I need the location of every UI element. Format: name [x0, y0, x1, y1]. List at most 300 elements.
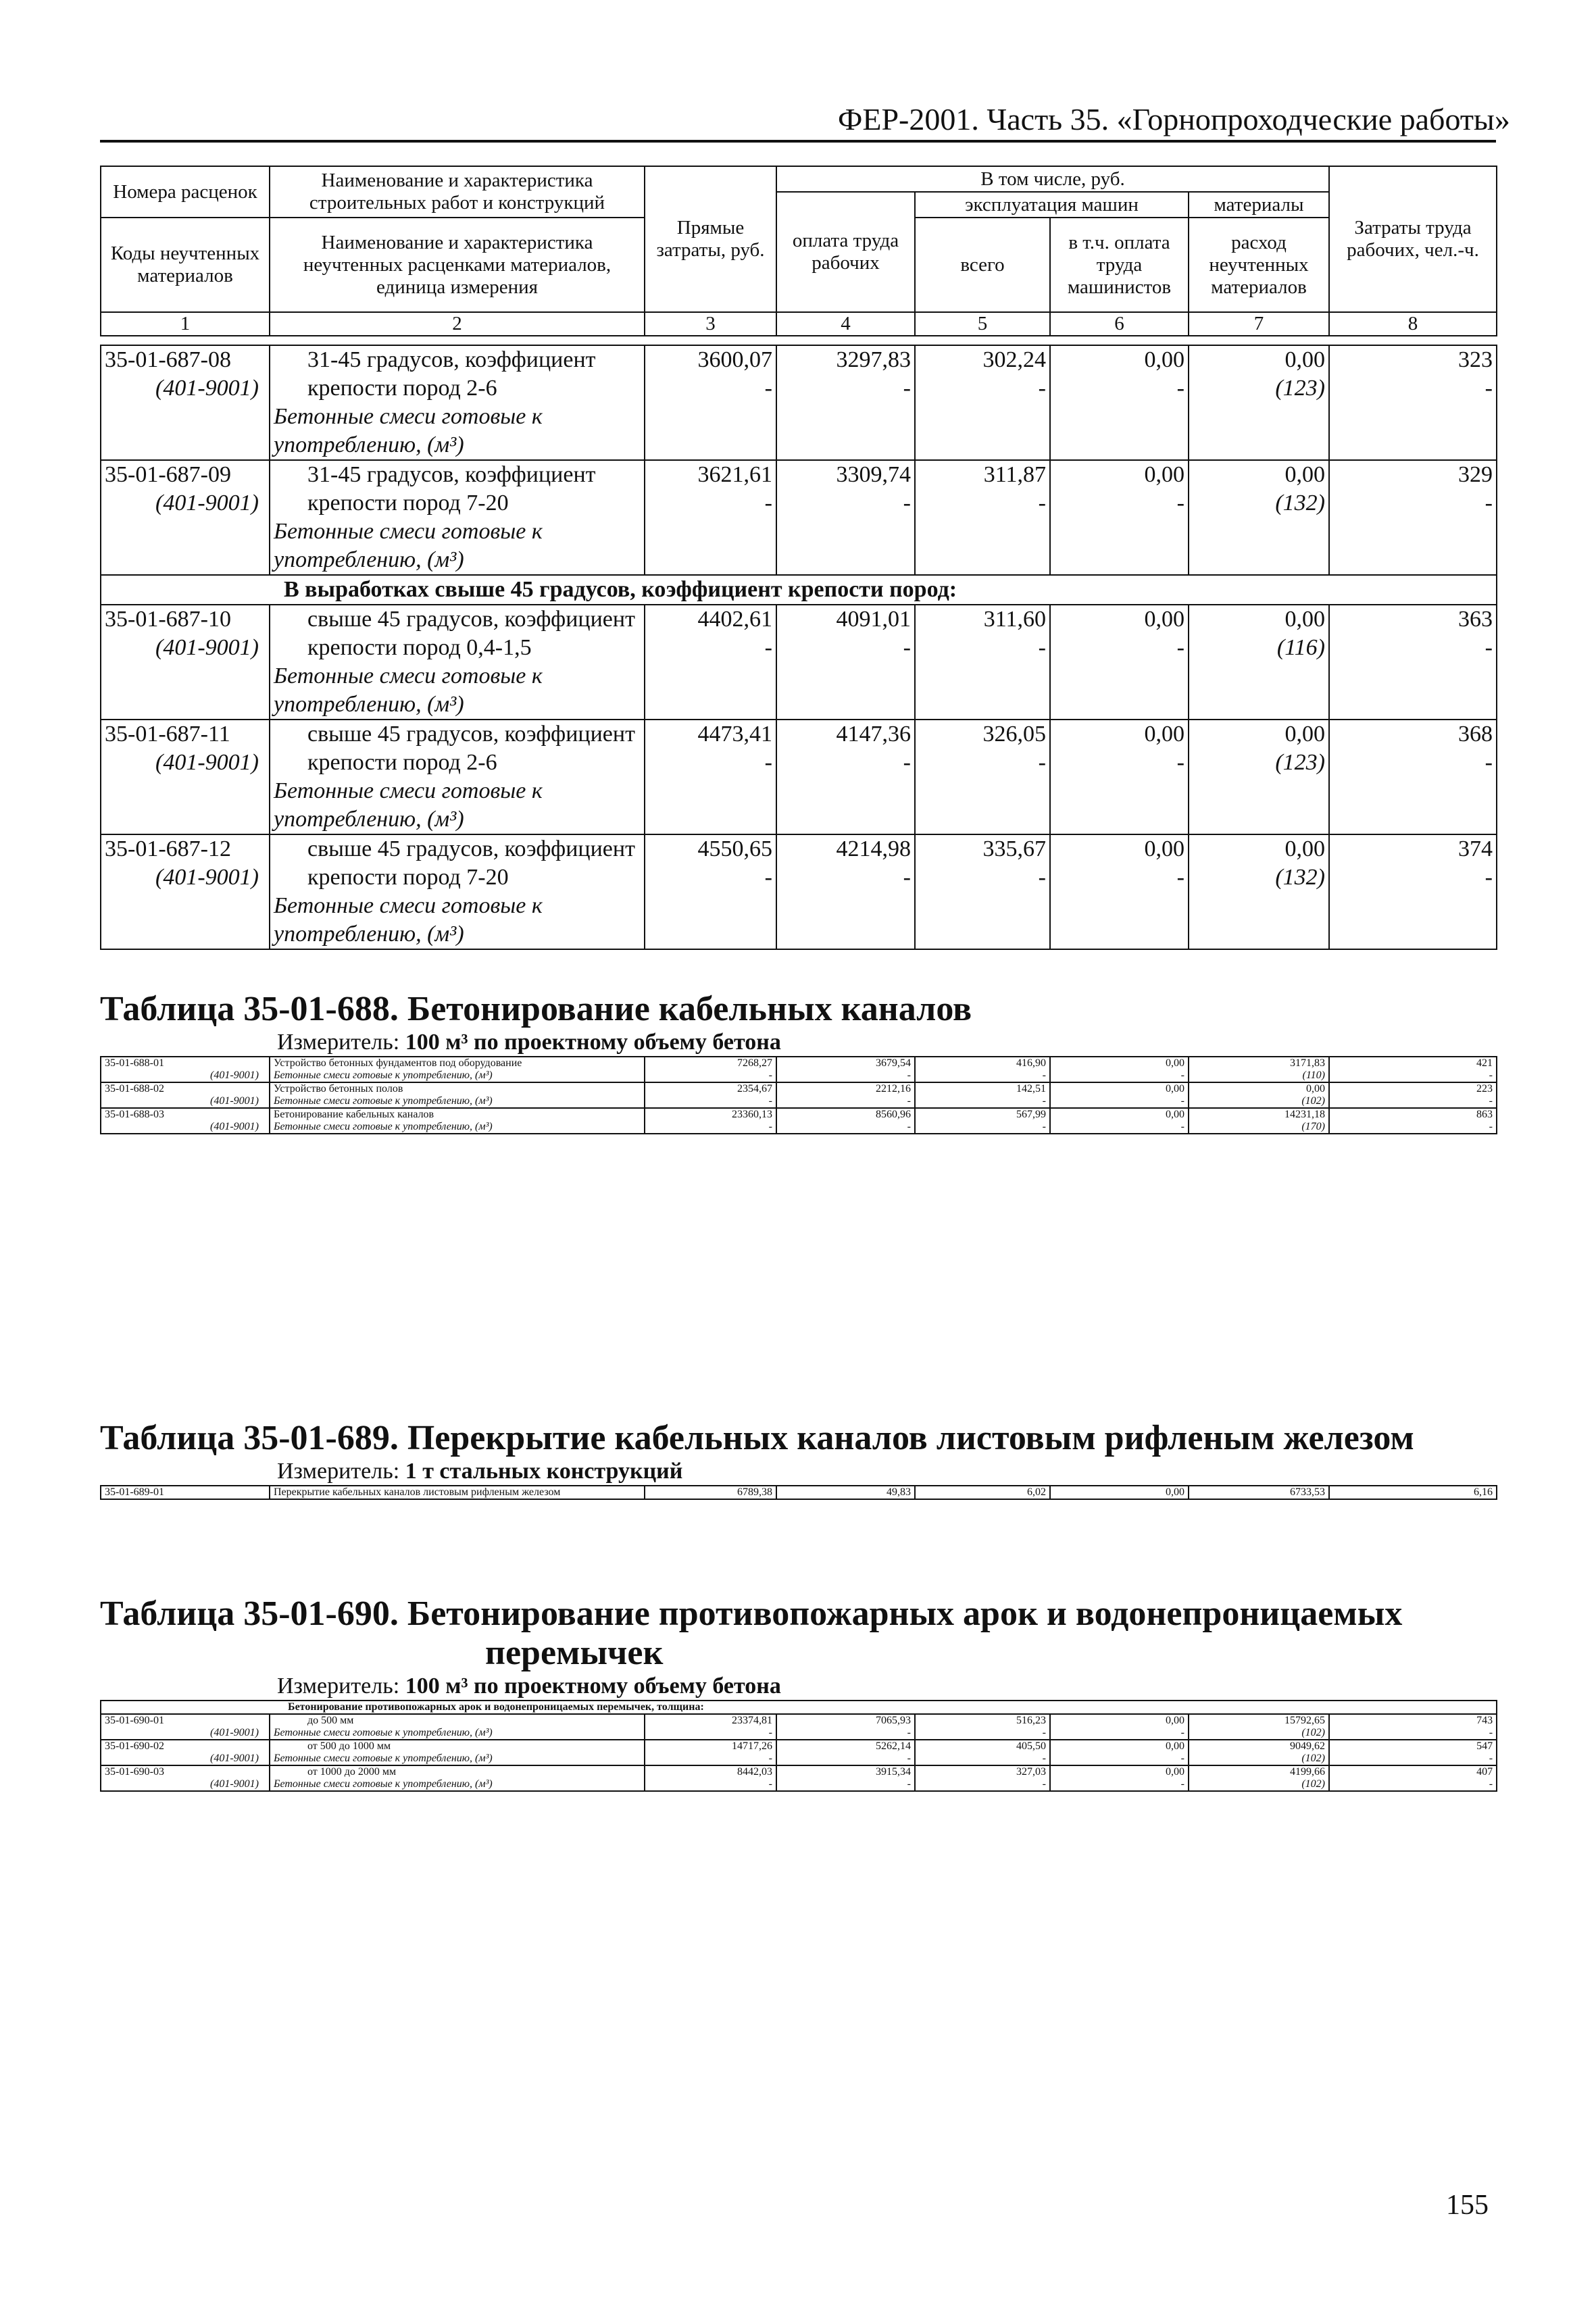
materials-cell	[1189, 345, 1329, 460]
direct-cost-cell	[645, 1765, 776, 1791]
rate-code: 35-01-690-02	[105, 1740, 164, 1752]
machine-cost-cell	[915, 345, 1050, 460]
dash: -	[768, 1095, 772, 1107]
dash: -	[907, 1121, 911, 1132]
table-687	[100, 345, 1497, 950]
work-name: от 1000 до 2000 мм	[307, 1766, 397, 1778]
rate-code: 35-01-688-03	[105, 1109, 164, 1120]
dash: -	[1489, 1095, 1493, 1107]
machinist-cost: 0,00	[1144, 722, 1184, 747]
labor-cost: 4147,36	[836, 722, 911, 747]
material-name: Бетонные смеси готовые к употреблению, (м³)	[274, 404, 543, 457]
page-number: 155	[1446, 2190, 1489, 2221]
dash: -	[1485, 865, 1493, 890]
machinist-cost-cell	[1050, 1765, 1189, 1791]
materials-cell	[1189, 460, 1329, 575]
direct-cost: 4550,65	[697, 836, 772, 861]
table-row	[101, 1740, 1497, 1765]
machine-cost: 567,99	[1016, 1109, 1046, 1120]
materials-cell	[1189, 720, 1329, 834]
direct-cost: 6789,38	[737, 1486, 772, 1498]
machinist-cost: 0,00	[1166, 1057, 1184, 1069]
dash: -	[764, 750, 772, 775]
labor-cost-cell	[776, 1057, 915, 1082]
measure	[277, 1029, 1496, 1056]
column-number: 7	[1189, 312, 1329, 336]
table-title: Таблица 35-01-688. Бетонирование кабельных каналов	[100, 990, 972, 1028]
dash: -	[764, 635, 772, 660]
dash: -	[1180, 1095, 1184, 1107]
machine-cost: 335,67	[982, 836, 1046, 861]
labor-hours-cell	[1329, 1057, 1497, 1082]
dash: -	[903, 635, 911, 660]
measure-label: Измеритель:	[277, 1030, 400, 1055]
direct-cost-cell	[645, 345, 776, 460]
labor-cost-cell	[776, 834, 915, 949]
col-codes-top: Номера расценок	[101, 166, 270, 218]
direct-cost-cell	[645, 1082, 776, 1108]
labor-hours-cell	[1329, 1740, 1497, 1765]
materials-cost: 0,00	[1285, 347, 1325, 372]
rate-code: 35-01-687-12	[105, 836, 231, 861]
labor-hours-cell	[1329, 1765, 1497, 1791]
materials-cell	[1189, 1486, 1329, 1499]
machinist-cost: 0,00	[1144, 836, 1184, 861]
dash: -	[1176, 376, 1184, 401]
col-labor: оплата труда рабочих	[776, 192, 915, 312]
table-row	[101, 1486, 1497, 1499]
machinist-cost-cell	[1050, 605, 1189, 720]
col-hours: Затраты труда рабочих, чел.-ч.	[1329, 166, 1497, 312]
labor-cost: 49,83	[887, 1486, 911, 1498]
table-row	[101, 345, 1497, 460]
labor-hours-cell	[1329, 1082, 1497, 1108]
machinist-cost-cell	[1050, 1108, 1189, 1134]
direct-cost: 4402,61	[697, 607, 772, 632]
col-materials-group: материалы	[1189, 192, 1329, 218]
materials-cell	[1189, 1714, 1329, 1740]
labor-cost: 3915,34	[876, 1766, 911, 1778]
work-name-cell	[270, 460, 645, 575]
measure-value: 100 м³ по проектному объему бетона	[405, 1030, 781, 1055]
table-row	[101, 605, 1497, 720]
rate-code-cell	[101, 1486, 270, 1499]
materials-cell	[1189, 1765, 1329, 1791]
table-row	[101, 460, 1497, 575]
dash: -	[1489, 1753, 1493, 1764]
materials-cell	[1189, 1057, 1329, 1082]
material-quantity: (110)	[1302, 1070, 1325, 1081]
table-title-line2: перемычек	[485, 1634, 664, 1672]
dash: -	[1489, 1727, 1493, 1738]
labor-cost: 3309,74	[836, 462, 911, 487]
work-name-cell	[270, 1765, 645, 1791]
work-name-cell	[270, 720, 645, 834]
machinist-cost-cell	[1050, 1486, 1189, 1499]
machinist-cost: 0,00	[1166, 1766, 1184, 1778]
direct-cost-cell	[645, 605, 776, 720]
table-header	[100, 166, 1497, 336]
dash: -	[1042, 1778, 1046, 1790]
machine-cost-cell	[915, 1082, 1050, 1108]
dash: -	[1042, 1070, 1046, 1081]
col-name-top: Наименование и характеристика строительных работ и конструкций	[270, 166, 645, 218]
work-name-cell	[270, 1714, 645, 1740]
dash: -	[1038, 376, 1046, 401]
rate-code-cell	[101, 345, 270, 460]
dash: -	[764, 376, 772, 401]
material-name: Бетонные смеси готовые к употреблению, (м³)	[274, 1095, 493, 1107]
rate-code-cell	[101, 1057, 270, 1082]
materials-cost: 0,00	[1285, 836, 1325, 861]
work-name-cell	[270, 1486, 645, 1499]
machinist-cost: 0,00	[1166, 1083, 1184, 1095]
materials-cost: 6733,53	[1290, 1486, 1325, 1498]
dash: -	[1038, 865, 1046, 890]
table-title-line1: Таблица 35-01-690. Бетонирование противопожарных арок и водонепроницаемых	[100, 1594, 1403, 1633]
materials-cost: 14231,18	[1285, 1109, 1325, 1120]
dash: -	[907, 1727, 911, 1738]
dash: -	[1180, 1070, 1184, 1081]
dash: -	[1038, 491, 1046, 515]
banner-text: В выработках свыше 45 градусов, коэффициент крепости пород:	[101, 575, 1497, 605]
machine-cost-cell	[915, 1765, 1050, 1791]
material-quantity: (116)	[1276, 635, 1325, 660]
labor-hours-cell	[1329, 1486, 1497, 1499]
machine-cost-cell	[915, 1486, 1050, 1499]
materials-cell	[1189, 834, 1329, 949]
machinist-cost-cell	[1050, 460, 1189, 575]
labor-hours-cell	[1329, 720, 1497, 834]
rate-code-cell	[101, 1740, 270, 1765]
col-direct: Прямые затраты, руб.	[645, 166, 776, 312]
material-name: Бетонные смеси готовые к употреблению, (м³)	[274, 519, 543, 572]
machinist-cost: 0,00	[1144, 347, 1184, 372]
labor-hours: 329	[1458, 462, 1493, 487]
rate-code-cell	[101, 1082, 270, 1108]
section-690	[100, 1594, 1496, 1792]
labor-hours: 863	[1476, 1109, 1493, 1120]
material-code: (401-9001)	[155, 750, 259, 775]
material-code: (401-9001)	[155, 491, 259, 515]
machine-cost-cell	[915, 1057, 1050, 1082]
dash: -	[764, 491, 772, 515]
material-name: Бетонные смеси готовые к употреблению, (м³)	[274, 1753, 493, 1764]
direct-cost: 3600,07	[697, 347, 772, 372]
col-machines-total: всего	[915, 218, 1050, 312]
machinist-cost-cell	[1050, 1057, 1189, 1082]
materials-cell	[1189, 1108, 1329, 1134]
dash: -	[768, 1121, 772, 1132]
materials-cost: 4199,66	[1290, 1766, 1325, 1778]
material-code: (401-9001)	[210, 1778, 259, 1790]
machine-cost-cell	[915, 605, 1050, 720]
machinist-cost-cell	[1050, 720, 1189, 834]
material-code: (401-9001)	[155, 865, 259, 890]
rate-code-cell	[101, 1108, 270, 1134]
dash: -	[1042, 1753, 1046, 1764]
dash: -	[1042, 1727, 1046, 1738]
work-name: до 500 мм	[307, 1715, 354, 1726]
section-688	[100, 990, 1496, 1134]
dash: -	[907, 1070, 911, 1081]
material-code: (401-9001)	[210, 1070, 259, 1081]
machine-cost-cell	[915, 1108, 1050, 1134]
machine-cost: 516,23	[1016, 1715, 1046, 1726]
dash: -	[1485, 376, 1493, 401]
direct-cost: 23360,13	[732, 1109, 772, 1120]
rate-code-cell	[101, 605, 270, 720]
dash: -	[1176, 750, 1184, 775]
table-row	[101, 1057, 1497, 1082]
labor-hours-cell	[1329, 1108, 1497, 1134]
direct-cost: 2354,67	[737, 1083, 772, 1095]
dash: -	[1485, 635, 1493, 660]
work-name: Перекрытие кабельных каналов листовым рифленым железом	[274, 1486, 561, 1498]
column-number: 2	[270, 312, 645, 336]
labor-cost-cell	[776, 1765, 915, 1791]
material-code: (401-9001)	[210, 1121, 259, 1132]
rate-code: 35-01-690-01	[105, 1715, 164, 1726]
labor-cost: 8560,96	[876, 1109, 911, 1120]
material-quantity: (102)	[1301, 1727, 1325, 1738]
measure	[277, 1458, 1496, 1485]
labor-cost: 5262,14	[876, 1740, 911, 1752]
banner-text: Бетонирование противопожарных арок и водонепроницаемых перемычек, толщина:	[101, 1701, 1497, 1714]
work-name: Бетонирование кабельных каналов	[274, 1109, 434, 1120]
material-quantity: (132)	[1275, 491, 1325, 515]
work-name-cell	[270, 345, 645, 460]
material-code: (401-9001)	[155, 635, 259, 660]
header-rule	[100, 140, 1496, 143]
work-name: свыше 45 градусов, коэффициент крепости пород 7-20	[307, 836, 635, 890]
machine-cost: 311,60	[983, 607, 1046, 632]
labor-cost-cell	[776, 1714, 915, 1740]
column-number: 5	[915, 312, 1050, 336]
machine-cost: 311,87	[983, 462, 1046, 487]
col-machinists: в т.ч. оплата труда машинистов	[1050, 218, 1189, 312]
labor-hours: 368	[1458, 722, 1493, 747]
labor-cost: 4091,01	[836, 607, 911, 632]
dash: -	[764, 865, 772, 890]
direct-cost-cell	[645, 460, 776, 575]
dash: -	[1489, 1070, 1493, 1081]
materials-cost: 0,00	[1306, 1083, 1325, 1095]
rate-code-cell	[101, 1765, 270, 1791]
column-number: 4	[776, 312, 915, 336]
rate-code: 35-01-689-01	[105, 1486, 164, 1498]
labor-hours: 407	[1476, 1766, 1493, 1778]
rate-code: 35-01-688-01	[105, 1057, 164, 1069]
dash: -	[1489, 1778, 1493, 1790]
labor-hours-cell	[1329, 460, 1497, 575]
dash: -	[768, 1070, 772, 1081]
measure-value: 100 м³ по проектному объему бетона	[405, 1674, 781, 1699]
machine-cost-cell	[915, 1714, 1050, 1740]
machine-cost-cell	[915, 720, 1050, 834]
dash: -	[1176, 635, 1184, 660]
table-banner	[101, 1701, 1497, 1714]
material-code: (401-9001)	[210, 1727, 259, 1738]
machine-cost-cell	[915, 1740, 1050, 1765]
dash: -	[907, 1753, 911, 1764]
material-name: Бетонные смеси готовые к употреблению, (м³)	[274, 893, 543, 947]
direct-cost: 14717,26	[732, 1740, 772, 1752]
column-numbers	[101, 312, 1497, 336]
col-codes-bottom: Коды неучтенных материалов	[101, 218, 270, 312]
work-name: свыше 45 градусов, коэффициент крепости пород 2-6	[307, 722, 635, 775]
work-name-cell	[270, 1057, 645, 1082]
machinist-cost: 0,00	[1166, 1715, 1184, 1726]
work-name-cell	[270, 1082, 645, 1108]
work-name: 31-45 градусов, коэффициент крепости пород 7-20	[307, 462, 596, 515]
rate-code: 35-01-687-11	[105, 722, 230, 747]
material-name: Бетонные смеси готовые к употреблению, (м³)	[274, 1070, 493, 1081]
material-code: (401-9001)	[210, 1095, 259, 1107]
materials-cost: 3171,83	[1290, 1057, 1325, 1069]
work-name: Устройство бетонных полов	[274, 1083, 403, 1095]
direct-cost-cell	[645, 1108, 776, 1134]
labor-cost-cell	[776, 460, 915, 575]
machine-cost: 416,90	[1016, 1057, 1046, 1069]
machinist-cost: 0,00	[1144, 462, 1184, 487]
machine-cost-cell	[915, 834, 1050, 949]
machine-cost: 326,05	[982, 722, 1046, 747]
machine-cost: 142,51	[1016, 1083, 1046, 1095]
materials-cell	[1189, 1082, 1329, 1108]
direct-cost-cell	[645, 834, 776, 949]
table-row	[101, 1082, 1497, 1108]
work-name: от 500 до 1000 мм	[307, 1740, 391, 1752]
rate-code: 35-01-690-03	[105, 1766, 164, 1778]
labor-hours: 547	[1476, 1740, 1493, 1752]
section-689	[100, 1419, 1496, 1500]
rate-code: 35-01-687-09	[105, 462, 231, 487]
rate-code-cell	[101, 720, 270, 834]
materials-cost: 0,00	[1285, 722, 1325, 747]
machine-cost-cell	[915, 460, 1050, 575]
table-row	[101, 720, 1497, 834]
table-row	[101, 1765, 1497, 1791]
dash: -	[1042, 1121, 1046, 1132]
dash: -	[1042, 1095, 1046, 1107]
machine-cost: 327,03	[1016, 1766, 1046, 1778]
machinist-cost: 0,00	[1166, 1740, 1184, 1752]
work-name: 31-45 градусов, коэффициент крепости пород 2-6	[307, 347, 596, 401]
dash: -	[1180, 1121, 1184, 1132]
dash: -	[1038, 750, 1046, 775]
labor-cost: 2212,16	[876, 1083, 911, 1095]
measure-label: Измеритель:	[277, 1674, 400, 1699]
dash: -	[768, 1753, 772, 1764]
machinist-cost-cell	[1050, 1082, 1189, 1108]
material-code: (401-9001)	[210, 1753, 259, 1764]
table-row	[101, 1108, 1497, 1134]
materials-cost: 9049,62	[1290, 1740, 1325, 1752]
machine-cost: 6,02	[1027, 1486, 1046, 1498]
dash: -	[1176, 865, 1184, 890]
labor-hours-cell	[1329, 834, 1497, 949]
machinist-cost-cell	[1050, 345, 1189, 460]
labor-cost-cell	[776, 1082, 915, 1108]
labor-hours: 323	[1458, 347, 1493, 372]
direct-cost-cell	[645, 1714, 776, 1740]
direct-cost-cell	[645, 1057, 776, 1082]
dash: -	[1180, 1727, 1184, 1738]
dash: -	[903, 865, 911, 890]
dash: -	[903, 750, 911, 775]
table-688	[100, 1056, 1497, 1134]
labor-hours: 223	[1476, 1083, 1493, 1095]
material-quantity: (102)	[1301, 1778, 1325, 1790]
dash: -	[1489, 1121, 1493, 1132]
labor-cost-cell	[776, 1486, 915, 1499]
table-banner	[101, 575, 1497, 605]
running-header: ФЕР-2001. Часть 35. «Горнопроходческие работы»	[838, 102, 1510, 136]
labor-cost-cell	[776, 345, 915, 460]
material-quantity: (102)	[1301, 1095, 1325, 1107]
labor-cost-cell	[776, 605, 915, 720]
dash: -	[1180, 1753, 1184, 1764]
direct-cost: 8442,03	[737, 1766, 772, 1778]
direct-cost-cell	[645, 1740, 776, 1765]
work-name-cell	[270, 1740, 645, 1765]
machine-cost: 405,50	[1016, 1740, 1046, 1752]
machine-cost: 302,24	[982, 347, 1046, 372]
direct-cost-cell	[645, 1486, 776, 1499]
measure-label: Измеритель:	[277, 1459, 400, 1484]
machinist-cost-cell	[1050, 834, 1189, 949]
materials-cell	[1189, 1740, 1329, 1765]
materials-cost: 15792,65	[1285, 1715, 1325, 1726]
rate-code-cell	[101, 1714, 270, 1740]
dash: -	[907, 1778, 911, 1790]
material-name: Бетонные смеси готовые к употреблению, (м³)	[274, 1778, 493, 1790]
labor-cost: 3297,83	[836, 347, 911, 372]
labor-hours: 421	[1476, 1057, 1493, 1069]
material-code: (401-9001)	[155, 376, 259, 401]
dash: -	[903, 376, 911, 401]
labor-hours: 374	[1458, 836, 1493, 861]
labor-cost: 3679,54	[876, 1057, 911, 1069]
work-name-cell	[270, 1108, 645, 1134]
dash: -	[1180, 1778, 1184, 1790]
materials-cost: 0,00	[1285, 607, 1325, 632]
material-quantity: (123)	[1275, 376, 1325, 401]
direct-cost: 7268,27	[737, 1057, 772, 1069]
work-name: Устройство бетонных фундаментов под оборудование	[274, 1057, 522, 1069]
col-name-bottom: Наименование и характеристика неучтенных расценками материалов, единица измерения	[270, 218, 645, 312]
direct-cost: 4473,41	[697, 722, 772, 747]
dash: -	[1176, 491, 1184, 515]
dash: -	[768, 1727, 772, 1738]
material-name: Бетонные смеси готовые к употреблению, (м³)	[274, 1727, 493, 1738]
labor-hours-cell	[1329, 605, 1497, 720]
table-689	[100, 1485, 1497, 1500]
labor-cost-cell	[776, 1108, 915, 1134]
rate-code-cell	[101, 834, 270, 949]
column-number: 6	[1050, 312, 1189, 336]
col-group: В том числе, руб.	[776, 166, 1329, 192]
dash: -	[907, 1095, 911, 1107]
work-name-cell	[270, 834, 645, 949]
rate-code-cell	[101, 460, 270, 575]
direct-cost-cell	[645, 720, 776, 834]
material-name: Бетонные смеси готовые к употреблению, (м³)	[274, 778, 543, 832]
machinist-cost: 0,00	[1144, 607, 1184, 632]
labor-hours-cell	[1329, 1714, 1497, 1740]
dash: -	[1485, 491, 1493, 515]
